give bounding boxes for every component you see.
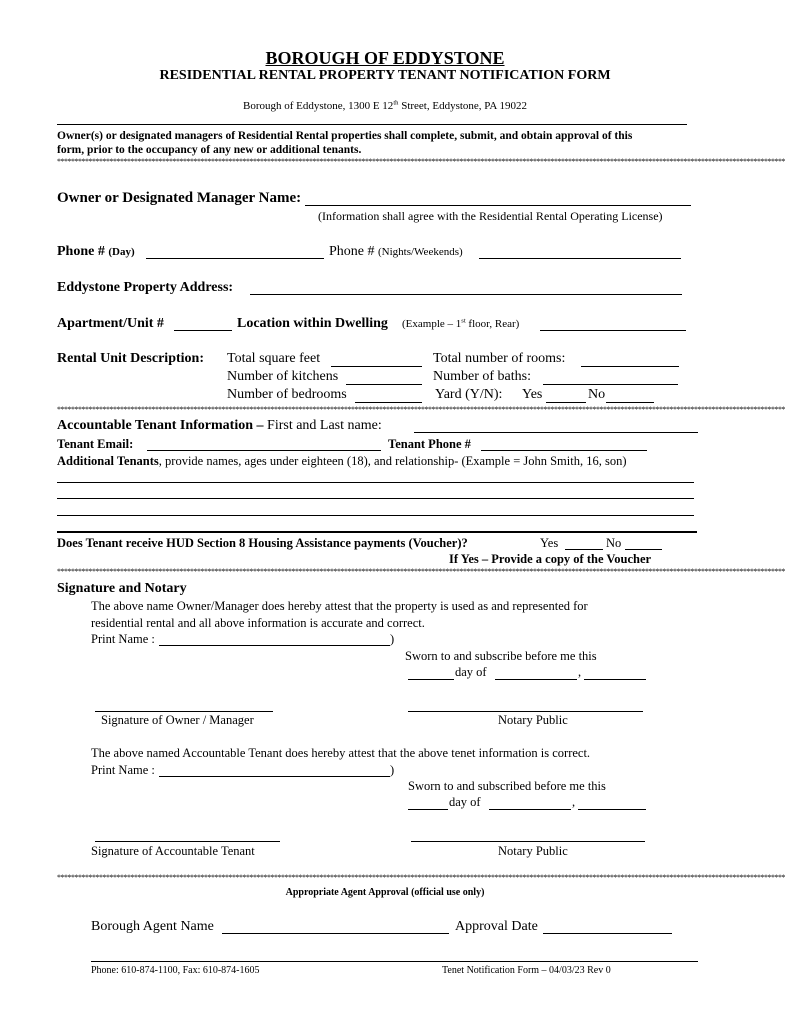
phone-night-field[interactable]	[479, 258, 681, 259]
footer-contact: Phone: 610-874-1100, Fax: 610-874-1605	[91, 965, 260, 976]
notary-year-tenant[interactable]	[578, 809, 646, 810]
notary-month-owner[interactable]	[495, 679, 577, 680]
baths-label: Number of baths:	[433, 369, 531, 384]
notary-label-owner: Notary Public	[498, 713, 568, 727]
agent-heading: Appropriate Agent Approval (official use only)	[285, 887, 485, 898]
tenant-phone-field[interactable]	[481, 450, 647, 451]
owner-signature-field[interactable]	[95, 711, 273, 712]
owner-attest-1: The above name Owner/Manager does hereby attest that the property is used as and represented for	[91, 599, 588, 613]
phone-day-label: Phone # (Day)	[57, 244, 135, 259]
print-name-field-owner[interactable]	[159, 645, 390, 646]
notary-day-owner[interactable]	[408, 679, 454, 680]
notice-line-2: form, prior to the occupancy of any new or additional tenants.	[57, 144, 362, 156]
bedrooms-label: Number of bedrooms	[227, 387, 347, 402]
bedrooms-field[interactable]	[355, 402, 422, 403]
tenant-attest: The above named Accountable Tenant does hereby attest that the above tenet information is correct.	[91, 746, 591, 760]
location-example: (Example – 1st floor, Rear)	[402, 317, 520, 330]
notary-label-tenant: Notary Public	[498, 844, 568, 858]
form-title: BOROUGH OF EDDYSTONE	[265, 48, 505, 68]
tenant-heading: Accountable Tenant Information – First and Last name:	[57, 418, 382, 433]
yard-yes-field[interactable]	[546, 402, 586, 403]
tenant-email-label: Tenant Email:	[57, 437, 134, 451]
hud-no-field[interactable]	[625, 549, 662, 550]
print-name-label-owner: Print Name :	[91, 632, 155, 646]
yard-no-label: No	[588, 387, 606, 402]
notary-signature-tenant[interactable]	[411, 841, 645, 842]
print-name-label-tenant: Print Name :	[91, 763, 155, 777]
approval-date-field[interactable]	[543, 933, 672, 934]
additional-tenants-line-2[interactable]	[57, 498, 694, 499]
hud-yes-field[interactable]	[565, 549, 603, 550]
owner-name-label: Owner or Designated Manager Name:	[57, 190, 302, 206]
additional-tenants-line-4[interactable]	[57, 531, 697, 533]
hud-question: Does Tenant receive HUD Section 8 Housing Assistance payments (Voucher)?	[57, 536, 468, 550]
phone-night-label: Phone # (Nights/Weekends)	[329, 244, 463, 259]
tenant-email-field[interactable]	[147, 450, 381, 451]
owner-signature-label: Signature of Owner / Manager	[101, 713, 254, 727]
header-rule	[57, 124, 687, 125]
hud-no-label: No	[606, 536, 622, 550]
additional-tenants-line-1[interactable]	[57, 482, 694, 483]
tenant-phone-label: Tenant Phone #	[388, 437, 471, 451]
divider: ****************************************************************************************************************************************************************************************************************	[57, 567, 785, 576]
property-address-label: Eddystone Property Address:	[57, 280, 234, 295]
day-of-tenant: day of	[449, 795, 481, 809]
hud-note: If Yes – Provide a copy of the Voucher	[449, 552, 652, 566]
print-name-field-tenant[interactable]	[159, 776, 390, 777]
additional-tenants-line-3[interactable]	[57, 515, 694, 516]
agent-name-label: Borough Agent Name	[91, 919, 214, 934]
borough-address: Borough of Eddystone, 1300 E 12th Street, Eddystone, PA 19022	[242, 99, 527, 112]
owner-name-note: (Information shall agree with the Residential Rental Operating License)	[318, 209, 663, 223]
agent-name-field[interactable]	[222, 933, 449, 934]
notary-signature-owner[interactable]	[408, 711, 643, 712]
divider: ****************************************************************************************************************************************************************************************************************	[57, 405, 785, 414]
footer-form-id: Tenet Notification Form – 04/03/23 Rev 0	[442, 965, 611, 976]
yard-yes-label: Yes	[522, 387, 543, 402]
approval-date-label: Approval Date	[455, 919, 538, 934]
sworn-owner: Sworn to and subscribe before me this	[405, 649, 597, 663]
notice-line-1: Owner(s) or designated managers of Residential Rental properties shall complete, submit, and obtain approval of this	[57, 130, 633, 142]
owner-name-field[interactable]	[305, 205, 691, 206]
rooms-label: Total number of rooms:	[433, 351, 566, 366]
rooms-field[interactable]	[581, 366, 679, 367]
location-label: Location within Dwelling	[237, 316, 388, 331]
day-of-owner: day of	[455, 665, 487, 679]
description-label: Rental Unit Description:	[57, 351, 204, 366]
kitchens-field[interactable]	[346, 384, 422, 385]
sqft-field[interactable]	[331, 366, 422, 367]
hud-yes-label: Yes	[540, 536, 559, 550]
yard-no-field[interactable]	[606, 402, 654, 403]
tenant-name-field[interactable]	[414, 432, 698, 433]
paren: )	[390, 632, 395, 646]
sqft-label: Total square feet	[227, 351, 321, 366]
yard-label: Yard (Y/N):	[435, 387, 503, 402]
notary-year-owner[interactable]	[584, 679, 646, 680]
tenant-signature-field[interactable]	[95, 841, 280, 842]
divider: ****************************************************************************************************************************************************************************************************************	[57, 873, 785, 882]
unit-label: Apartment/Unit #	[57, 316, 164, 331]
property-address-field[interactable]	[250, 294, 682, 295]
baths-field[interactable]	[543, 384, 678, 385]
location-field[interactable]	[540, 330, 686, 331]
owner-attest-2: residential rental and all above information is accurate and correct.	[91, 616, 425, 630]
kitchens-label: Number of kitchens	[227, 369, 339, 384]
footer-rule	[91, 961, 698, 962]
unit-field[interactable]	[174, 330, 232, 331]
divider: ****************************************************************************************************************************************************************************************************************	[57, 157, 785, 166]
notary-day-tenant[interactable]	[408, 809, 448, 810]
form-subtitle: RESIDENTIAL RENTAL PROPERTY TENANT NOTIFICATION FORM	[159, 68, 611, 83]
signature-heading: Signature and Notary	[57, 581, 187, 596]
phone-day-field[interactable]	[146, 258, 324, 259]
notary-month-tenant[interactable]	[489, 809, 571, 810]
additional-tenants-label: Additional Tenants, provide names, ages under eighteen (18), and relationship- (Example = John Smith, 16, son)	[57, 454, 627, 468]
sworn-tenant: Sworn to and subscribed before me this	[408, 779, 606, 793]
tenant-signature-label: Signature of Accountable Tenant	[91, 844, 255, 858]
